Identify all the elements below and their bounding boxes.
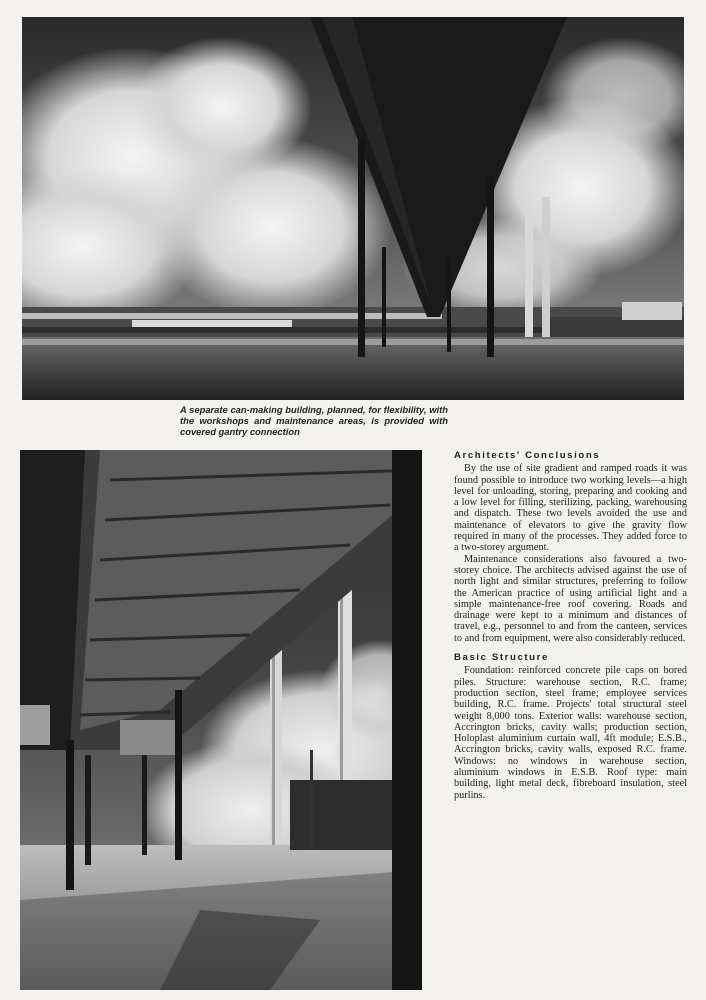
article-text-column	[454, 450, 687, 801]
paragraph: Maintenance considerations also favoured a two-storey choice. The architects advised against the use of north light and similar structures, preferring to follow the American practice of using artificial light and a simple maintenance-free roof covering. Roads and drainage were kept to a minimum and distances of travel, e.g., personnel to and from the canteen, services to and from equipment, were also considerably reduced.	[454, 553, 687, 644]
section-heading: Architects' Conclusions	[454, 450, 601, 461]
section-basic-structure	[454, 652, 687, 801]
bottom-photograph	[20, 450, 422, 990]
gantry-factory-image	[22, 17, 684, 400]
paragraph: Foundation: reinforced concrete pile caps on bored piles. Structure: warehouse section, R.C. frame; production section, steel frame; employee services building, R.C. frame. Projects' total structural steel weight 8,000 tons. Exterior walls: warehouse section, Accrington bricks, cavity walls; production section, Holoplast aluminium curtain wall, 4ft module; E.S.B., Accrington bricks, cavity walls, exposed R.C. frame. Windows: no windows in warehouse section, aluminium windows in E.S.B. Roof type: main building, light metal deck, fibreboard insulation, steel purlins.	[454, 665, 687, 801]
top-photograph	[22, 17, 684, 400]
section-architects-conclusions	[454, 450, 687, 644]
paragraph: By the use of site gradient and ramped roads it was found possible to introduce two working levels—a high level for unloading, storing, preparing and cooking and a low level for filling, sterilizing, packing, warehousing and dispatch. These two levels avoided the use and maintenance of elevators to give the gravity flow required in many of the processes. They added force to a two-storey argument.	[454, 463, 687, 554]
gantry-underside-image	[20, 450, 422, 990]
section-heading: Basic Structure	[454, 652, 549, 664]
photo-caption: A separate can-making building, planned, for flexibility, with the workshops and maintenance areas, is provided with covered gantry connection	[180, 404, 448, 437]
